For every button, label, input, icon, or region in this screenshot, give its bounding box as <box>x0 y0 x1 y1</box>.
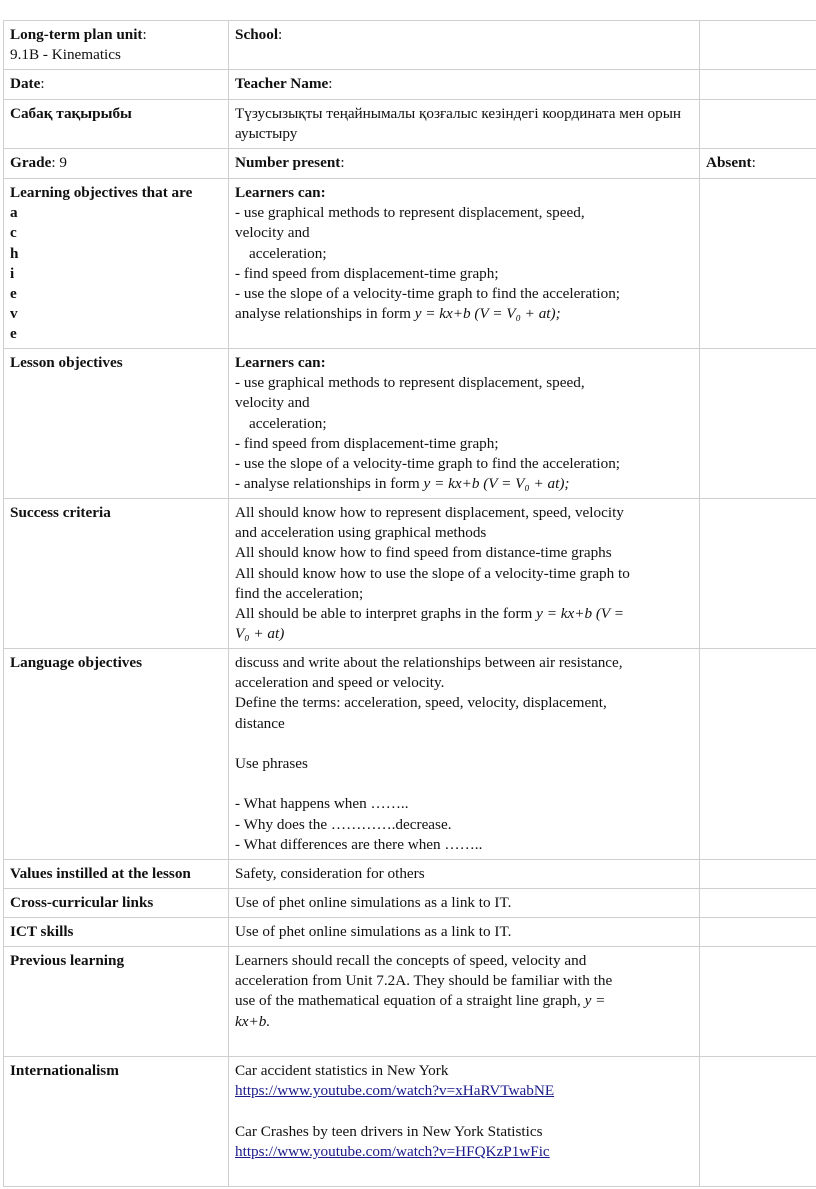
language-objectives-label: Language objectives <box>10 654 143 671</box>
language-line: Define the terms: acceleration, speed, velocity, displacement, <box>235 694 607 712</box>
objective-line: - use graphical methods to represent displacement, speed, <box>235 374 585 392</box>
unit-value: 9.1B - Kinematics <box>10 46 121 64</box>
equation: kx+b. <box>235 1012 271 1030</box>
internationalism-label: Internationalism <box>10 1062 119 1079</box>
criteria-line: All should know how to use the slope of a velocity-time graph to <box>235 564 630 582</box>
previous-line: use of the mathematical equation of a straight line graph, <box>235 992 581 1010</box>
absent-label: Absent <box>706 154 752 171</box>
achieve-letter: h <box>10 244 19 262</box>
row-success-criteria <box>4 499 816 649</box>
ict-value: Use of phet online simulations as a link to IT. <box>229 918 700 947</box>
phrase-item: - What differences are there when …….. <box>235 835 483 853</box>
row-ict <box>4 918 816 947</box>
language-line: distance <box>235 714 285 732</box>
grade-value: 9 <box>59 154 67 171</box>
success-criteria-label: Success criteria <box>10 504 111 521</box>
phrase-item: - Why does the ………….decrease. <box>235 815 452 833</box>
previous-line: acceleration from Unit 7.2A. They should be familiar with the <box>235 972 613 990</box>
language-line: Use phrases <box>235 755 308 772</box>
achieve-letter: v <box>10 305 18 323</box>
objective-line: acceleration; <box>249 244 327 262</box>
row-cross-curricular <box>4 889 816 918</box>
date-label: Date <box>10 75 41 92</box>
values-value: Safety, consideration for others <box>229 860 700 889</box>
row-topic <box>4 100 816 149</box>
values-label: Values instilled at the lesson <box>10 865 191 882</box>
achieve-letter: e <box>10 325 17 343</box>
lesson-objectives-label: Lesson objectives <box>10 354 123 371</box>
cross-curricular-label: Cross-curricular links <box>10 894 154 911</box>
video-link[interactable]: https://www.youtube.com/watch?v=xHaRVTwabNE <box>235 1082 555 1100</box>
row-grade: Grade: 9 Number present: Absent: <box>4 149 816 179</box>
equation: y = kx+b (V = V₀ + at); <box>423 475 570 493</box>
criteria-line: find the acceleration; <box>235 584 364 602</box>
objective-line: velocity and <box>235 224 310 242</box>
objective-line: velocity and <box>235 394 310 412</box>
achieve-letter: i <box>10 264 15 282</box>
equation: V₀ + at) <box>235 625 285 643</box>
language-line: discuss and write about the relationships between air resistance, <box>235 654 623 671</box>
criteria-line: All should be able to interpret graphs in the form <box>235 605 533 623</box>
school-label: School <box>235 26 279 43</box>
objective-line: acceleration; <box>249 414 327 432</box>
objective-line: - analyse relationships in form <box>235 475 420 493</box>
row-lesson-objectives <box>4 349 816 499</box>
row-previous-learning <box>4 947 816 1057</box>
row-internationalism <box>4 1057 816 1187</box>
language-line: acceleration and speed or velocity. <box>235 674 445 692</box>
criteria-line: All should know how to find speed from distance-time graphs <box>235 544 612 562</box>
unit-label: Long-term plan unit <box>10 26 143 43</box>
equation: y = kx+b (V = V₀ + at); <box>414 305 561 323</box>
learning-objectives-label: Learning objectives that are <box>10 184 193 201</box>
objective-line: - use graphical methods to represent displacement, speed, <box>235 204 585 222</box>
objective-line: - use the slope of a velocity-time graph to find the acceleration; <box>235 455 621 473</box>
objective-line: - find speed from displacement-time graph; <box>235 434 499 452</box>
achieve-letter: a <box>10 204 18 222</box>
cross-curricular-value: Use of phet online simulations as a link to IT. <box>229 889 700 918</box>
phrase-item: - What happens when …….. <box>235 795 409 813</box>
grade-label: Grade <box>10 154 52 171</box>
criteria-line: All should know how to represent displacement, speed, velocity <box>235 504 624 521</box>
lesson-plan-table <box>3 20 816 1187</box>
topic-label: Сабақ тақырыбы <box>10 105 132 122</box>
teacher-label: Teacher Name <box>235 75 329 92</box>
learners-can-heading: Learners can: <box>235 184 326 201</box>
learners-can-heading: Learners can: <box>235 354 326 371</box>
row-learning-objectives <box>4 179 816 349</box>
number-present-label: Number present <box>235 154 341 171</box>
row-unit-school: Long-term plan unit: 9.1B - Kinematics School: <box>4 21 816 70</box>
criteria-line: and acceleration using graphical methods <box>235 524 487 542</box>
objective-line: - use the slope of a velocity-time graph to find the acceleration; <box>235 285 621 303</box>
row-date-teacher: Date: Teacher Name: <box>4 70 816 100</box>
lesson-plan-document <box>3 20 816 1187</box>
ict-label: ICT skills <box>10 923 74 940</box>
achieve-letter: c <box>10 224 17 242</box>
objective-line: - find speed from displacement-time graph; <box>235 264 499 282</box>
previous-learning-label: Previous learning <box>10 952 125 969</box>
topic-value: Түзусызықты теңайнымалы қозғалыс кезіндегі координата мен орын ауыстыру <box>229 100 700 149</box>
video-link[interactable]: https://www.youtube.com/watch?v=HFQKzP1wFic <box>235 1142 550 1160</box>
video-title: Car accident statistics in New York <box>235 1062 449 1079</box>
equation: y = <box>584 992 606 1010</box>
equation: y = kx+b (V = <box>536 605 624 623</box>
row-language-objectives <box>4 649 816 860</box>
achieve-letter: e <box>10 285 17 303</box>
video-title: Car Crashes by teen drivers in New York Statistics <box>235 1122 543 1140</box>
row-values <box>4 860 816 889</box>
previous-line: Learners should recall the concepts of speed, velocity and <box>235 952 587 969</box>
objective-line: analyse relationships in form <box>235 305 411 323</box>
